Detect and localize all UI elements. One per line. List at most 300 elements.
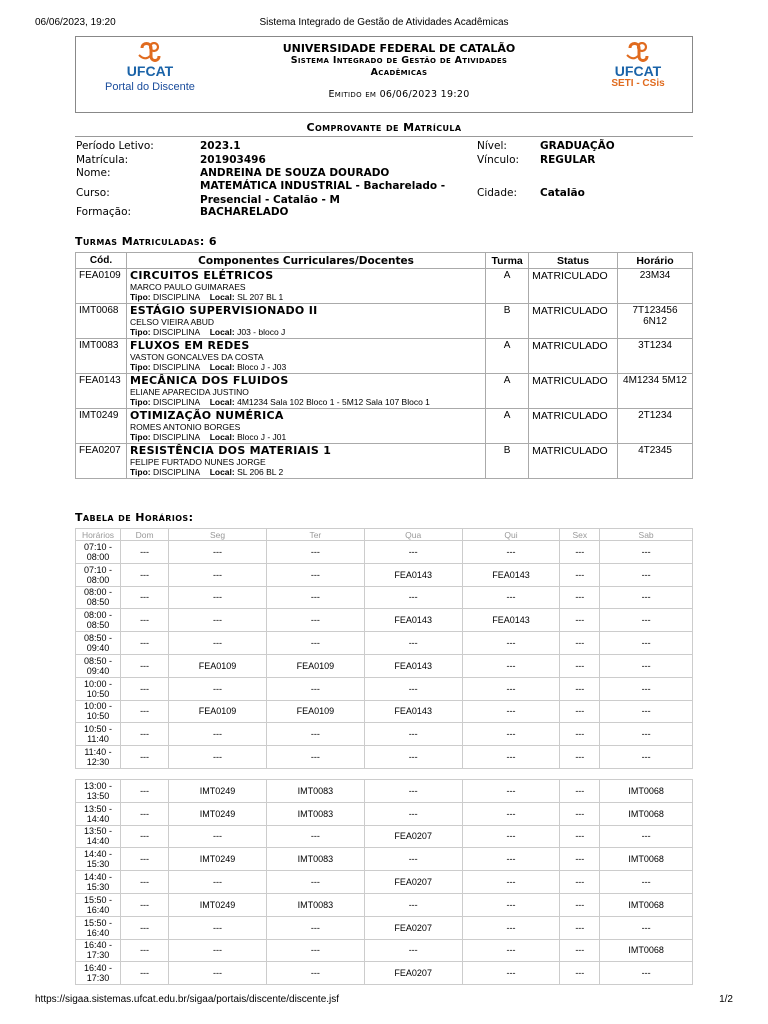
schedule-cell: --- xyxy=(121,677,169,700)
time-start: 07:10 - xyxy=(83,541,113,552)
schedule-cell: --- xyxy=(121,848,169,871)
tipo-value: DISCIPLINA xyxy=(152,397,201,407)
time-slot xyxy=(76,609,121,632)
schedule-row xyxy=(76,746,693,769)
time-slot xyxy=(76,632,121,655)
schedule-row xyxy=(76,893,693,916)
turma-row xyxy=(76,444,693,479)
schedule-row xyxy=(76,609,693,632)
print-page-title: Sistema Integrado de Gestão de Atividades Acadêmicas xyxy=(259,17,509,28)
schedule-cell: --- xyxy=(121,962,169,985)
time-slot xyxy=(76,723,121,746)
time-slot xyxy=(76,916,121,939)
schedule-col-7: Sab xyxy=(600,529,693,541)
turmas-header-row xyxy=(76,253,693,269)
time-end: 17:30 xyxy=(86,973,110,984)
ufcat-logo-icon xyxy=(137,42,163,64)
schedule-cell: --- xyxy=(560,746,600,769)
time-start: 14:40 - xyxy=(83,849,113,860)
formacao-label: Formação: xyxy=(76,206,132,218)
schedule-cell: --- xyxy=(560,541,600,564)
schedule-cell: --- xyxy=(462,541,560,564)
schedule-cell: --- xyxy=(121,632,169,655)
schedule-cell: --- xyxy=(364,939,462,962)
schedule-cell: --- xyxy=(560,802,600,825)
time-start: 16:40 - xyxy=(83,963,113,974)
schedule-cell: --- xyxy=(560,677,600,700)
schedule-cell: --- xyxy=(364,893,462,916)
schedule-cell: --- xyxy=(600,586,693,609)
schedule-cell: --- xyxy=(462,939,560,962)
schedule-cell: --- xyxy=(169,677,267,700)
schedule-cell: --- xyxy=(600,541,693,564)
turma-componente xyxy=(126,374,485,409)
schedule-cell: --- xyxy=(364,802,462,825)
turma-horario xyxy=(618,269,693,304)
time-slot xyxy=(76,654,121,677)
turma-row xyxy=(76,304,693,339)
curso-value-line2: Presencial - Catalão - M xyxy=(200,194,340,206)
schedule-cell: FEA0109 xyxy=(266,654,364,677)
seti-csis-label: SETI - CSis xyxy=(611,78,665,89)
schedule-cell: --- xyxy=(600,871,693,894)
time-end: 14:40 xyxy=(86,836,110,847)
time-slot xyxy=(76,746,121,769)
nivel-label: Nível: xyxy=(477,140,507,152)
schedule-cell: --- xyxy=(462,962,560,985)
schedule-row xyxy=(76,871,693,894)
turma-status: MATRICULADO xyxy=(529,374,618,409)
schedule-cell: --- xyxy=(364,746,462,769)
time-end: 14:40 xyxy=(86,813,110,824)
horarios-section-title: Tabela de Horários: xyxy=(75,511,194,524)
schedule-cell: FEA0109 xyxy=(169,700,267,723)
ufcat-right-logo-text: UFCAT xyxy=(614,63,662,79)
schedule-cell: --- xyxy=(560,779,600,802)
time-end: 08:00 xyxy=(86,551,110,562)
time-start: 15:50 - xyxy=(83,894,113,905)
tipo-value: DISCIPLINA xyxy=(152,432,201,442)
schedule-cell: IMT0083 xyxy=(266,802,364,825)
schedule-col-6: Sex xyxy=(560,529,600,541)
schedule-cell: FEA0143 xyxy=(462,609,560,632)
schedule-row xyxy=(76,802,693,825)
schedule-cell: --- xyxy=(462,916,560,939)
turma-horario xyxy=(618,374,693,409)
issued-date: Emitido em 06/06/2023 19:20 xyxy=(328,89,470,100)
time-end: 09:40 xyxy=(86,665,110,676)
schedule-cell: --- xyxy=(266,825,364,848)
turma-code: FEA0143 xyxy=(76,374,127,409)
nome-label: Nome: xyxy=(76,167,111,179)
tipo-local-line xyxy=(130,362,482,372)
schedule-row xyxy=(76,563,693,586)
local-label: Local: xyxy=(209,397,235,407)
time-end: 15:30 xyxy=(86,859,110,870)
schedule-cell: --- xyxy=(462,871,560,894)
tipo-local-line xyxy=(130,327,482,337)
schedule-cell: --- xyxy=(169,962,267,985)
schedule-cell: --- xyxy=(364,723,462,746)
schedule-cell: --- xyxy=(364,848,462,871)
schedule-cell: --- xyxy=(600,746,693,769)
schedule-row xyxy=(76,779,693,802)
schedule-cell: --- xyxy=(560,654,600,677)
turmas-section-title: Turmas Matriculadas: 6 xyxy=(75,235,217,248)
schedule-cell: FEA0207 xyxy=(364,916,462,939)
seti-csis-logo xyxy=(598,42,678,89)
horario-code: 4M1234 5M12 xyxy=(623,375,687,386)
schedule-cell: --- xyxy=(121,779,169,802)
local-value: SL 207 BL 1 xyxy=(237,292,284,302)
schedule-cell: IMT0249 xyxy=(169,779,267,802)
schedule-cell: --- xyxy=(560,962,600,985)
curso-label: Curso: xyxy=(76,187,110,199)
col-cod: Cód. xyxy=(76,253,127,269)
horario-code: 4T2345 xyxy=(638,445,672,456)
discipline-name: RESISTÊNCIA DOS MATERIAIS 1 xyxy=(129,444,332,457)
turma-horario xyxy=(618,444,693,479)
schedule-cell: --- xyxy=(121,609,169,632)
schedule-cell: --- xyxy=(462,677,560,700)
page-number: 1/2 xyxy=(719,994,733,1005)
turma-status: MATRICULADO xyxy=(529,444,618,479)
time-slot xyxy=(76,825,121,848)
schedule-cell: FEA0207 xyxy=(364,962,462,985)
schedule-cell: IMT0068 xyxy=(600,802,693,825)
turmas-table xyxy=(75,252,693,479)
schedule-cell: --- xyxy=(121,871,169,894)
schedule-gap xyxy=(76,768,693,779)
schedule-cell: --- xyxy=(266,586,364,609)
teacher-name: MARCO PAULO GUIMARAES xyxy=(129,282,246,292)
turma-componente xyxy=(126,409,485,444)
time-slot xyxy=(76,871,121,894)
nome-value: ANDREINA DE SOUZA DOURADO xyxy=(200,167,390,179)
schedule-cell: --- xyxy=(600,654,693,677)
turma-row xyxy=(76,374,693,409)
schedule-cell: FEA0143 xyxy=(462,563,560,586)
tipo-value: DISCIPLINA xyxy=(152,327,201,337)
time-start: 14:40 - xyxy=(83,872,113,883)
print-datetime: 06/06/2023, 19:20 xyxy=(35,17,116,28)
col-turma: Turma xyxy=(486,253,529,269)
schedule-cell: --- xyxy=(169,723,267,746)
schedule-cell: --- xyxy=(560,632,600,655)
schedule-cell: --- xyxy=(121,586,169,609)
time-end: 16:40 xyxy=(86,927,110,938)
local-value: SL 206 BL 2 xyxy=(237,467,284,477)
schedule-cell: --- xyxy=(462,893,560,916)
time-start: 10:00 - xyxy=(83,701,113,712)
tipo-label: Tipo: xyxy=(129,327,151,337)
schedule-cell: --- xyxy=(266,723,364,746)
schedule-table xyxy=(75,528,693,985)
schedule-cell: --- xyxy=(560,871,600,894)
turma-code: IMT0083 xyxy=(76,339,127,374)
schedule-cell: --- xyxy=(560,825,600,848)
teacher-name: ELIANE APARECIDA JUSTINO xyxy=(129,387,249,397)
schedule-col-3: Ter xyxy=(266,529,364,541)
schedule-header-row xyxy=(76,529,693,541)
discipline-name: FLUXOS EM REDES xyxy=(129,339,250,352)
schedule-col-5: Qui xyxy=(462,529,560,541)
schedule-cell: FEA0109 xyxy=(266,700,364,723)
turma-status: MATRICULADO xyxy=(529,304,618,339)
schedule-cell: --- xyxy=(364,779,462,802)
schedule-cell: --- xyxy=(462,746,560,769)
turma-status: MATRICULADO xyxy=(529,339,618,374)
schedule-cell: --- xyxy=(364,541,462,564)
schedule-cell: FEA0143 xyxy=(364,700,462,723)
schedule-cell: --- xyxy=(121,802,169,825)
tipo-label: Tipo: xyxy=(129,397,151,407)
time-end: 13:50 xyxy=(86,790,110,801)
schedule-cell: --- xyxy=(560,563,600,586)
schedule-cell: --- xyxy=(600,723,693,746)
horario-code: 3T1234 xyxy=(638,340,672,351)
curso-value-line1: MATEMÁTICA INDUSTRIAL - Bacharelado - xyxy=(200,180,446,192)
time-start: 08:00 - xyxy=(83,587,113,598)
schedule-row xyxy=(76,700,693,723)
time-start: 16:40 - xyxy=(83,940,113,951)
schedule-cell: IMT0249 xyxy=(169,802,267,825)
local-value: 4M1234 Sala 102 Bloco 1 - 5M12 Sala 107 Bloco 1 xyxy=(237,397,430,407)
matricula-label: Matrícula: xyxy=(76,154,129,166)
col-componentes: Componentes Curriculares/Docentes xyxy=(126,253,485,269)
schedule-cell: --- xyxy=(169,746,267,769)
schedule-cell: --- xyxy=(169,871,267,894)
schedule-cell: FEA0143 xyxy=(364,563,462,586)
schedule-cell: --- xyxy=(266,563,364,586)
cidade-value: Catalão xyxy=(540,187,585,199)
time-end: 09:40 xyxy=(86,643,110,654)
schedule-col-4: Qua xyxy=(364,529,462,541)
schedule-row xyxy=(76,916,693,939)
tipo-label: Tipo: xyxy=(129,432,151,442)
schedule-cell: --- xyxy=(462,802,560,825)
schedule-cell: --- xyxy=(600,825,693,848)
schedule-cell: --- xyxy=(560,939,600,962)
schedule-cell: --- xyxy=(560,609,600,632)
schedule-cell: IMT0068 xyxy=(600,939,693,962)
title-divider xyxy=(75,136,693,137)
schedule-cell: --- xyxy=(121,541,169,564)
schedule-cell: --- xyxy=(266,746,364,769)
schedule-col-2: Seg xyxy=(169,529,267,541)
schedule-cell: --- xyxy=(364,586,462,609)
nivel-value: GRADUAÇÃO xyxy=(540,140,615,152)
time-start: 08:50 - xyxy=(83,633,113,644)
turma-letter: B xyxy=(486,304,529,339)
schedule-cell: --- xyxy=(462,586,560,609)
schedule-cell: --- xyxy=(169,632,267,655)
time-slot xyxy=(76,586,121,609)
time-slot xyxy=(76,541,121,564)
document-title: Comprovante de Matrícula xyxy=(306,121,462,134)
university-name: UNIVERSIDADE FEDERAL DE CATALÃO xyxy=(282,42,516,55)
time-start: 08:00 - xyxy=(83,610,113,621)
schedule-cell: --- xyxy=(266,677,364,700)
turma-letter: A xyxy=(486,409,529,444)
time-start: 10:00 - xyxy=(83,678,113,689)
teacher-name: CELSO VIEIRA ABUD xyxy=(129,317,215,327)
discipline-name: OTIMIZAÇÃO NUMÉRICA xyxy=(129,409,284,422)
local-label: Local: xyxy=(209,292,235,302)
time-slot xyxy=(76,779,121,802)
schedule-cell: IMT0083 xyxy=(266,893,364,916)
schedule-cell: --- xyxy=(600,677,693,700)
schedule-cell: --- xyxy=(266,916,364,939)
schedule-cell: --- xyxy=(266,871,364,894)
tipo-value: DISCIPLINA xyxy=(152,362,201,372)
tipo-local-line xyxy=(130,397,482,407)
vinculo-label: Vínculo: xyxy=(477,154,520,166)
discipline-name: ESTÁGIO SUPERVISIONADO II xyxy=(129,304,318,317)
schedule-cell: --- xyxy=(600,632,693,655)
local-label: Local: xyxy=(209,467,235,477)
portal-discente-label: Portal do Discente xyxy=(105,81,195,93)
schedule-cell: FEA0207 xyxy=(364,825,462,848)
schedule-cell: --- xyxy=(121,563,169,586)
time-start: 15:50 - xyxy=(83,917,113,928)
schedule-cell: --- xyxy=(169,939,267,962)
schedule-cell: IMT0249 xyxy=(169,848,267,871)
system-name-line1: Sistema Integrado de Gestão de Atividades xyxy=(290,55,508,66)
system-name-line2: Acadêmicas xyxy=(370,67,428,78)
schedule-cell: --- xyxy=(600,609,693,632)
local-label: Local: xyxy=(209,327,235,337)
horario-code: 23M34 xyxy=(639,270,671,281)
schedule-cell: --- xyxy=(600,700,693,723)
time-end: 10:50 xyxy=(86,711,110,722)
turma-row xyxy=(76,269,693,304)
turma-status: MATRICULADO xyxy=(529,409,618,444)
local-value: Bloco J - J01 xyxy=(237,432,287,442)
ufcat-logo-text: UFCAT xyxy=(126,63,174,79)
schedule-cell: --- xyxy=(169,825,267,848)
schedule-cell: --- xyxy=(600,962,693,985)
time-slot xyxy=(76,848,121,871)
schedule-col-1: Dom xyxy=(121,529,169,541)
schedule-cell: FEA0143 xyxy=(364,654,462,677)
time-start: 11:40 - xyxy=(84,747,112,758)
ufcat-portal-logo[interactable] xyxy=(90,42,210,93)
col-status: Status xyxy=(529,253,618,269)
time-start: 13:50 - xyxy=(83,803,113,814)
time-start: 08:50 - xyxy=(83,655,113,666)
schedule-cell: --- xyxy=(121,746,169,769)
time-slot xyxy=(76,893,121,916)
schedule-cell: --- xyxy=(121,825,169,848)
schedule-row xyxy=(76,586,693,609)
schedule-cell: --- xyxy=(169,916,267,939)
schedule-cell: IMT0068 xyxy=(600,893,693,916)
schedule-gap-row xyxy=(76,768,693,779)
schedule-cell: --- xyxy=(169,563,267,586)
tipo-label: Tipo: xyxy=(129,362,151,372)
turma-componente xyxy=(126,339,485,374)
periodo-label: Período Letivo: xyxy=(76,140,154,152)
schedule-cell: --- xyxy=(266,939,364,962)
teacher-name: VASTON GONCALVES DA COSTA xyxy=(129,352,264,362)
turma-status: MATRICULADO xyxy=(529,269,618,304)
schedule-cell: FEA0109 xyxy=(169,654,267,677)
tipo-value: DISCIPLINA xyxy=(152,292,201,302)
page-url[interactable]: https://sigaa.sistemas.ufcat.edu.br/sigaa/portais/discente/discente.jsf xyxy=(35,994,340,1005)
schedule-cell: --- xyxy=(560,916,600,939)
discipline-name: CIRCUITOS ELÉTRICOS xyxy=(129,269,274,282)
schedule-cell: IMT0249 xyxy=(169,893,267,916)
col-horario: Horário xyxy=(618,253,693,269)
schedule-cell: --- xyxy=(121,723,169,746)
turma-horario xyxy=(618,304,693,339)
teacher-name: FELIPE FURTADO NUNES JORGE xyxy=(129,457,266,467)
turma-componente xyxy=(126,444,485,479)
turma-code: IMT0249 xyxy=(76,409,127,444)
schedule-cell: --- xyxy=(560,723,600,746)
cidade-label: Cidade: xyxy=(477,187,518,199)
time-end: 08:50 xyxy=(86,620,110,631)
tipo-label: Tipo: xyxy=(129,292,151,302)
periodo-value: 2023.1 xyxy=(200,140,241,152)
time-end: 15:30 xyxy=(86,882,110,893)
time-start: 13:00 - xyxy=(83,780,113,791)
turma-row xyxy=(76,409,693,444)
local-value: J03 - bloco J xyxy=(237,327,286,337)
schedule-cell: --- xyxy=(462,848,560,871)
time-slot xyxy=(76,802,121,825)
schedule-cell: --- xyxy=(462,723,560,746)
schedule-cell: --- xyxy=(121,700,169,723)
institution-block xyxy=(246,42,552,100)
schedule-row xyxy=(76,962,693,985)
turma-letter: A xyxy=(486,269,529,304)
schedule-row xyxy=(76,541,693,564)
schedule-row xyxy=(76,654,693,677)
time-end: 10:50 xyxy=(86,688,110,699)
schedule-row xyxy=(76,632,693,655)
schedule-cell: --- xyxy=(121,893,169,916)
time-end: 11:40 xyxy=(87,734,109,745)
turma-componente xyxy=(126,269,485,304)
time-slot xyxy=(76,962,121,985)
print-footer xyxy=(35,994,733,1005)
turma-letter: B xyxy=(486,444,529,479)
tipo-local-line xyxy=(130,292,482,302)
schedule-cell: --- xyxy=(462,779,560,802)
schedule-cell: --- xyxy=(560,700,600,723)
tipo-label: Tipo: xyxy=(129,467,151,477)
schedule-cell: IMT0068 xyxy=(600,848,693,871)
time-end: 12:30 xyxy=(86,757,110,768)
tipo-value: DISCIPLINA xyxy=(152,467,201,477)
schedule-cell: --- xyxy=(560,848,600,871)
schedule-cell: --- xyxy=(462,825,560,848)
schedule-cell: IMT0083 xyxy=(266,779,364,802)
schedule-cell: FEA0207 xyxy=(364,871,462,894)
turma-letter: A xyxy=(486,339,529,374)
schedule-cell: --- xyxy=(462,654,560,677)
document-header xyxy=(75,36,693,113)
schedule-cell: IMT0068 xyxy=(600,779,693,802)
time-end: 17:30 xyxy=(86,950,110,961)
local-label: Local: xyxy=(209,362,235,372)
schedule-cell: --- xyxy=(169,586,267,609)
schedule-cell: --- xyxy=(169,541,267,564)
local-value: Bloco J - J03 xyxy=(237,362,287,372)
tipo-local-line xyxy=(130,467,482,477)
